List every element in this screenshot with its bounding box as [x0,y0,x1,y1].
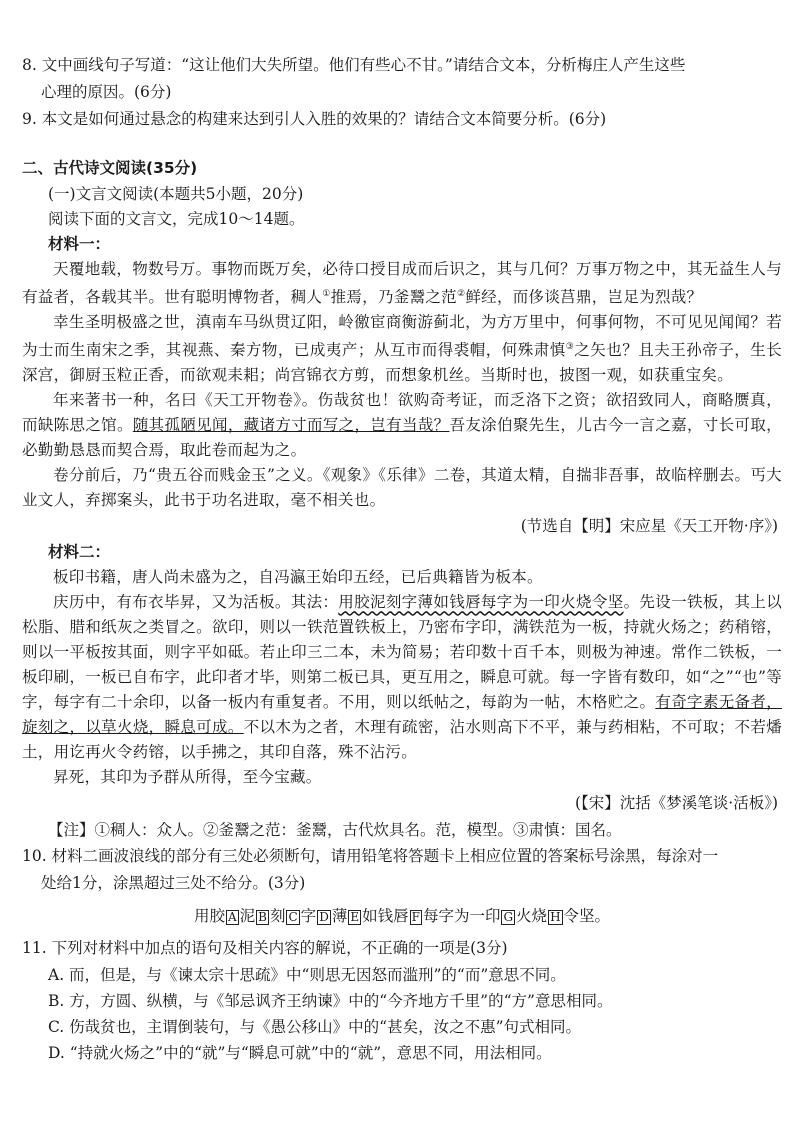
segment-text: 如钱唇 [362,907,409,926]
question-10-line2: 处给1分，涂黑超过三处不给分。(3分) [41,874,306,893]
material-2-paragraph-1: 板印书籍，唐人尚未盛为之，自冯瀛王始印五经，已后典籍皆为板本。 [53,568,543,587]
material-1-paragraph-4: 卷分前后，乃“贵五谷而贱金玉”之义。《观象》《乐律》二卷，其道太精，自揣非吾事，故临梓删去。丐大业文人，弃掷案头，此书于功名进取，毫不相关也。 [22,466,782,510]
punctuation-choice-line [22,901,782,931]
question-9: 9. 本文是如何通过悬念的构建来达到引人入胜的效果的？请结合文本简要分析。(6分) [22,110,607,128]
answer-mark-b[interactable]: B [258,909,267,924]
answer-mark-f[interactable]: F [411,909,420,924]
material-2-paragraph-2 [22,590,782,765]
question-8 [22,52,782,106]
material-1-paragraph-3 [22,388,782,463]
material-1-paragraph-2 [22,310,782,388]
material-1-source: (节选自【明】宋应星《天工开物·序》) [520,517,778,536]
segment-text: 用胶 [193,907,225,926]
segment-text: 火烧 [516,907,548,926]
answer-mark-d[interactable]: D [319,909,329,924]
annotation-notes: 【注】①稠人：众人。②釜鬵之范：釜鬵，古代炊具名。范，模型。③肃慎：国名。 [48,821,622,840]
material-2-source: (【宋】沈括《梦溪笔谈·活板》) [574,794,778,813]
question-8-line2: 心理的原因。(6分) [41,83,172,101]
segment-text: 每字为一印 [422,907,501,926]
text-span: 庆历中，有布衣毕昇，又为活板。其法： [53,593,339,612]
material-2-paragraph-3: 昇死，其印为予群从所得，至今宝藏。 [53,768,322,787]
segment-text: 令坚。 [563,907,611,926]
option-d: D. “持就火炀之”中的“就”与“瞬息可就”中的“就”，意思不同，用法相同。 [48,1044,552,1063]
answer-mark-a[interactable]: A [227,909,237,924]
question-11-stem: 11. 下列对材料中加点的语句及相关内容的解说，不正确的一项是(3分) [22,939,508,958]
option-c: C. 伤哉贫也，主谓倒装句，与《愚公移山》中的“甚矣，汝之不惠”句式相同。 [48,1018,582,1037]
underlined-sentence: 有奇字素无备者，旋刻之，以草火烧，瞬息可成。 [22,693,782,737]
text-span: 年来著书一种，名曰《天工开物卷》。伤哉贫也！欲购奇考证，而乏洛下之资；欲招致同人，商略赝真，而缺陈思之馆。 [22,391,782,435]
text-span: 吾友涂伯聚先生，儿古今一言之嘉，寸长可取，必勤勤恳恳而契合焉，取此卷而起为之。 [22,416,782,460]
answer-mark-h[interactable]: H [550,909,561,924]
footnote-marker: ③ [565,342,575,353]
answer-mark-e[interactable]: E [350,909,360,924]
text-span: 之矢也？且夫王孙帝子，生长深宫，御厨玉粒正香，而欲观耒耜；尚宫锦衣方剪，而想象机丝。当斯时也，披图一观，如获重宝矣。 [22,341,782,385]
segment-text: 泥 [239,907,256,926]
text-span: 推焉，乃釜鬵之范 [330,288,457,307]
question-8-line1: 8. 文中画线句子写道：“这让他们大失所望。他们有些心不甘。”请结合文本，分析梅庄人产生这些 [22,56,686,74]
question-10-line1: 10. 材料二画波浪线的部分有三处必须断句，请用铅笔将答题卡上相应位置的答案标号涂黑，每涂对一 [22,847,719,866]
footnote-marker: ① [322,289,331,299]
option-a: A. 而，但是，与《谏太宗十思疏》中“则思无因怒而滥刑”的“而”意思不同。 [48,966,566,985]
underlined-sentence: 随其孤陋见闻，藏诸方寸而写之，岂有当哉？ [132,416,450,435]
subsection-title: (一)文言文阅读(本题共5小题，20分) [48,185,304,203]
text-span: 不以木为之者，木理有疏密，沾水则高下不平，兼与药相粘，不可取；不若燔土，用讫再火令药镕，以手拂之，其印自落，殊不沾污。 [22,718,783,762]
text-span: 幸生圣明极盛之世，滇南车马纵贯辽阳，岭徼宦商衡游蓟北，为方万里中，何事何物，不可见见闻闻？若为士而生南宋之季，其视燕、秦方物，已成夷产；从互市而得裘帽，何殊肃慎 [22,313,782,360]
option-b: B. 方，方圆、纵横，与《邹忌讽齐王纳谏》中的“今齐地方千里”的“方”意思相同。 [48,992,613,1011]
material-1-paragraph-1 [22,257,782,310]
answer-mark-g[interactable]: G [503,909,514,924]
material-2-label: 材料二： [48,543,111,562]
text-span: 。先设一铁板，其上以松脂、腊和纸灰之类冒之。欲印，则以一铁范置铁板上，乃密布字印，满铁范为一板，持就火炀之；药稍镕，则以一平板按其面，则字平如砥。若止印三二本，未为简易；若印数十百千本，则极为神速。常作二铁板，一板印刷，一板已自布字，此印者才毕，则第二板已具，更互用之，瞬息可就。每一字皆有数印，如“之”“也”等字，每字有二十余印，以备一板内有重复者。不用，则以纸帖之，每韵为一帖，木格贮之。 [22,593,782,712]
segment-text: 字 [300,907,317,926]
section-title: 二、古代诗文阅读(35分) [22,159,198,177]
footnote-marker: ② [456,289,466,299]
reading-instruction: 阅读下面的文言文，完成10～14题。 [48,210,305,228]
text-span: 鲜经，而侈谈莒鼎，岂足为烈哉？ [465,288,703,307]
wavy-underlined-passage: 用胶泥刻字薄如钱唇每字为一印火烧令坚 [338,593,624,612]
segment-text: 刻 [269,907,286,926]
material-1-label: 材料一： [48,235,111,253]
question-10 [22,843,782,897]
exam-page [22,52,782,1066]
text-span: 天覆地载，物数号万。事物而既万矣，必待口授目成而后识之，其与几何？万事万物之中，其无益生人与有益者，各载其半。世有聪明博物者，稠人 [22,260,782,307]
answer-mark-c[interactable]: C [288,909,298,924]
segment-text: 薄 [331,907,348,926]
